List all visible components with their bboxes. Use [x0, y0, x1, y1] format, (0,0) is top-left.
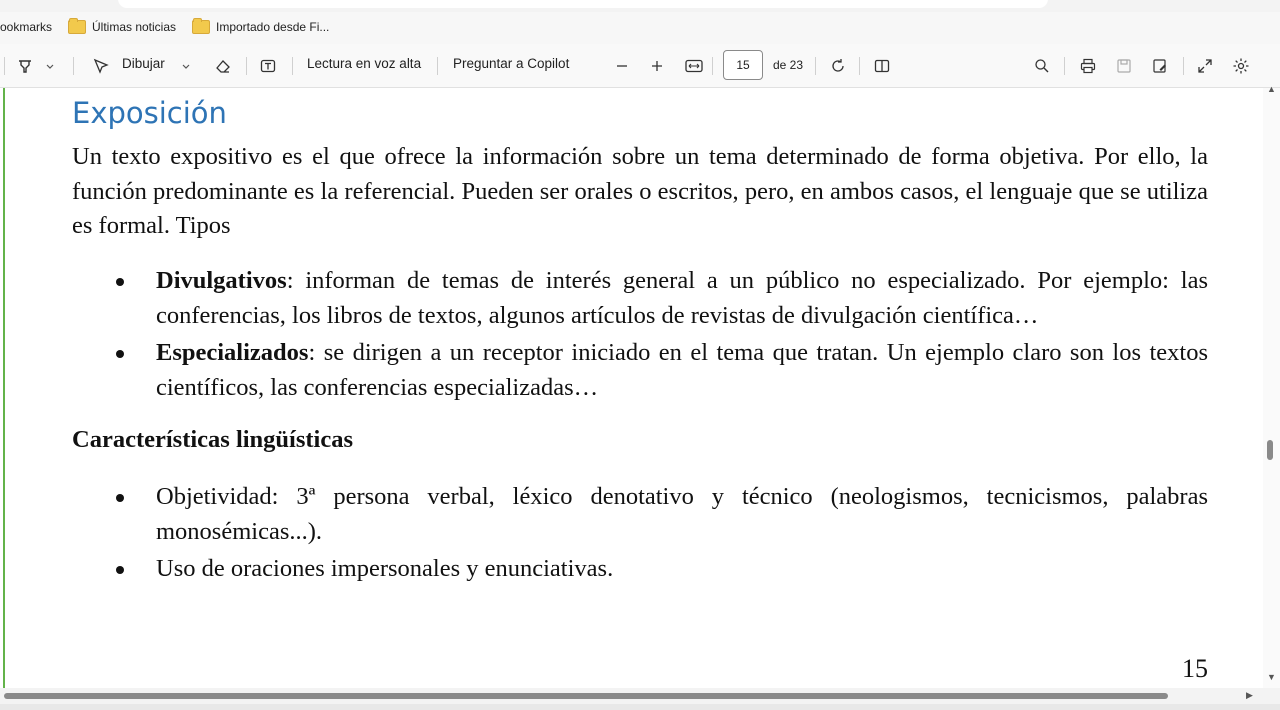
divider [859, 57, 860, 75]
divider [815, 57, 816, 75]
page-total-label: de 23 [773, 58, 804, 72]
scroll-up-icon[interactable]: ▲ [1267, 84, 1276, 94]
list-item-text: : informan de temas de interés general a un público no especializado. Por ejemplo: las conferencias, los libros de textos, algunos artículos de revistas de divulgación científica… [156, 267, 1208, 329]
scroll-down-icon[interactable]: ▼ [1267, 672, 1276, 682]
chevron-down-icon[interactable] [176, 56, 196, 76]
horizontal-scrollbar[interactable] [0, 688, 1280, 704]
divider [437, 57, 438, 75]
divider [292, 57, 293, 75]
divider [1183, 57, 1184, 75]
folder-icon [192, 20, 210, 34]
bookmark-item-ultimas-noticias[interactable] [68, 20, 176, 34]
list-item-term: Divulgativos [156, 267, 287, 294]
pdf-toolbar [0, 44, 1280, 88]
divider [712, 57, 713, 75]
settings-icon[interactable] [1231, 56, 1251, 76]
subheading: Características lingüísticas [72, 426, 354, 453]
list-item-text: Objetividad: 3ª persona verbal, léxico denotativo y técnico (neologismos, tecnicismos, palabras monosémicas...). [156, 483, 1208, 545]
bookmark-item-importado[interactable] [192, 20, 329, 34]
list-item [116, 480, 1208, 549]
list-item [116, 264, 1208, 333]
bookmark-label: ookmarks [0, 20, 53, 34]
bullet-icon [116, 494, 124, 502]
eraser-icon[interactable] [213, 56, 233, 76]
bookmark-label: Últimas noticias [92, 20, 177, 34]
rotate-icon[interactable] [828, 56, 848, 76]
features-list [116, 480, 1208, 587]
divider [1064, 57, 1065, 75]
scroll-right-icon[interactable]: ▶ [1246, 690, 1253, 700]
text-box-icon[interactable] [258, 56, 278, 76]
list-item [116, 552, 1208, 587]
pdf-page [0, 88, 1263, 688]
vertical-scroll-thumb[interactable] [1267, 440, 1273, 460]
bullet-icon [116, 278, 124, 286]
draw-button[interactable]: Dibujar [122, 56, 165, 71]
fit-page-icon[interactable] [684, 56, 704, 76]
folder-icon [68, 20, 86, 34]
horizontal-scroll-thumb[interactable] [4, 693, 1168, 699]
section-heading: Exposición [72, 96, 227, 130]
bullet-icon [116, 566, 124, 574]
chevron-down-icon[interactable] [40, 56, 60, 76]
page-number-input[interactable]: 15 [723, 50, 763, 80]
highlighter-icon[interactable] [15, 56, 35, 76]
divider [73, 57, 74, 75]
types-list [116, 264, 1208, 405]
vertical-scrollbar[interactable] [1263, 84, 1280, 688]
print-icon[interactable] [1078, 56, 1098, 76]
save-icon[interactable] [1114, 56, 1134, 76]
bookmark-item-bookmarks[interactable] [0, 20, 52, 34]
address-bar-edge[interactable] [118, 0, 1048, 8]
window-bottom-edge [0, 704, 1280, 710]
save-as-icon[interactable] [1150, 56, 1170, 76]
plus-icon[interactable] [647, 56, 667, 76]
bullet-icon [116, 350, 124, 358]
bookmarks-bar [0, 12, 1280, 44]
intro-paragraph: Un texto expositivo es el que ofrece la información sobre un tema determinado de forma objetiva. Por ello, la función predominante es la referencial. Pueden ser orales o escritos, pero, en ambos casos, el lenguaje que se utiliza es formal. Tipos [72, 143, 1208, 239]
list-item-term: Especializados [156, 339, 309, 366]
browser-top-strip [0, 0, 1280, 12]
list-item-text: : se dirigen a un receptor iniciado en el tema que tratan. Un ejemplo claro son los textos científicos, las conferencias especializadas… [156, 339, 1208, 401]
read-aloud-button[interactable]: Lectura en voz alta [307, 56, 422, 71]
page-number: 15 [1182, 654, 1208, 683]
fullscreen-icon[interactable] [1195, 56, 1215, 76]
margin-bar [3, 88, 5, 688]
minus-icon[interactable] [612, 56, 632, 76]
list-item-text: Uso de oraciones impersonales y enunciativas. [156, 555, 614, 582]
divider [4, 57, 5, 75]
divider [246, 57, 247, 75]
bookmark-label: Importado desde Fi... [216, 20, 330, 34]
ask-copilot-button[interactable]: Preguntar a Copilot [453, 56, 570, 71]
pen-icon[interactable] [91, 56, 111, 76]
list-item [116, 336, 1208, 405]
two-page-icon[interactable] [872, 56, 892, 76]
search-icon[interactable] [1032, 56, 1052, 76]
